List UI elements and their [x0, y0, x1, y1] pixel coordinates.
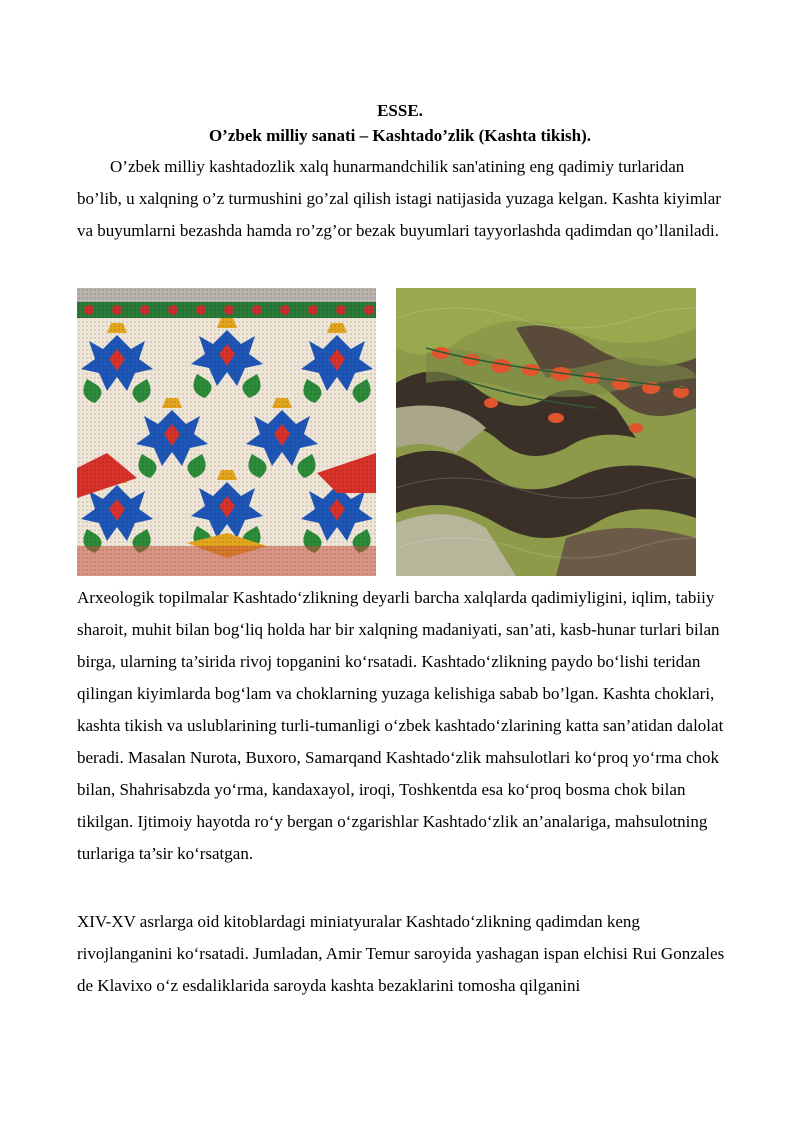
ikat-embroidery-photo: [396, 288, 696, 576]
essay-label: ESSE.: [377, 101, 423, 120]
beaded-embroidery-photo: [77, 288, 376, 576]
intro-paragraph: O’zbek milliy kashtadozlik xalq hunarmandchilik san'atining eng qadimiy turlaridan bo’lib, u xalqning o’z turmushini go’zal qilish istagi natijasida yuzaga kelgan. Kashta kiyimlar va buyumlarni bezashda hamda ro’zg’or bezak buyumlari tayyorlashda qadimdan qo’llaniladi.: [77, 157, 721, 240]
history-paragraph: Arxeologik topilmalar Kashtado‘zlikning deyarli barcha xalqlarda qadimiyligini, iqlim, tabiiy sharoit, muhit bilan bog‘liq holda har bir xalqning madaniyati, san’ati, kasb-hunar turlari bilan birga, ularning ta’sirida rivoj topganini ko‘rsatadi. Kashtado‘zlikning paydo bo‘lishi teridan qilingan kiyimlarda bog‘lam va choklarning yuzaga kelishiga sabab bo’lgan. Kashta choklari, kashta tikish va uslublarining turli-tumanligi o‘zbek kashtado‘zlarining katta san’atidan dalolat beradi. Masalan Nurota, Buxoro, Samarqand Kashtado‘zlik mahsulotlari ko‘proq yo‘rma chok bilan, Shahrisabzda yo‘rma, kandaxayol, iroqi, Toshkentda esa ko‘proq bosma chok bilan tikilgan. Ijtimoiy hayotda ro‘y bergan o‘zgarishlar Kashtado‘zlik an’analariga, mahsulotning turlariga ta’sir ko‘rsatgan.: [77, 588, 724, 863]
essay-title: O’zbek milliy sanati – Kashtado’zlik (Kashta tikish).: [208, 126, 592, 145]
miniature-paragraph: XIV-XV asrlarga oid kitoblardagi miniatyuralar Kashtado‘zlikning qadimdan keng rivojlanganini ko‘rsatadi. Jumladan, Amir Temur saroyida yashagan ispan elchisi Rui Gonzales de Klavixo o‘z esdaliklarida saroyda kashta bezaklarini tomosha qilganini: [77, 912, 725, 995]
